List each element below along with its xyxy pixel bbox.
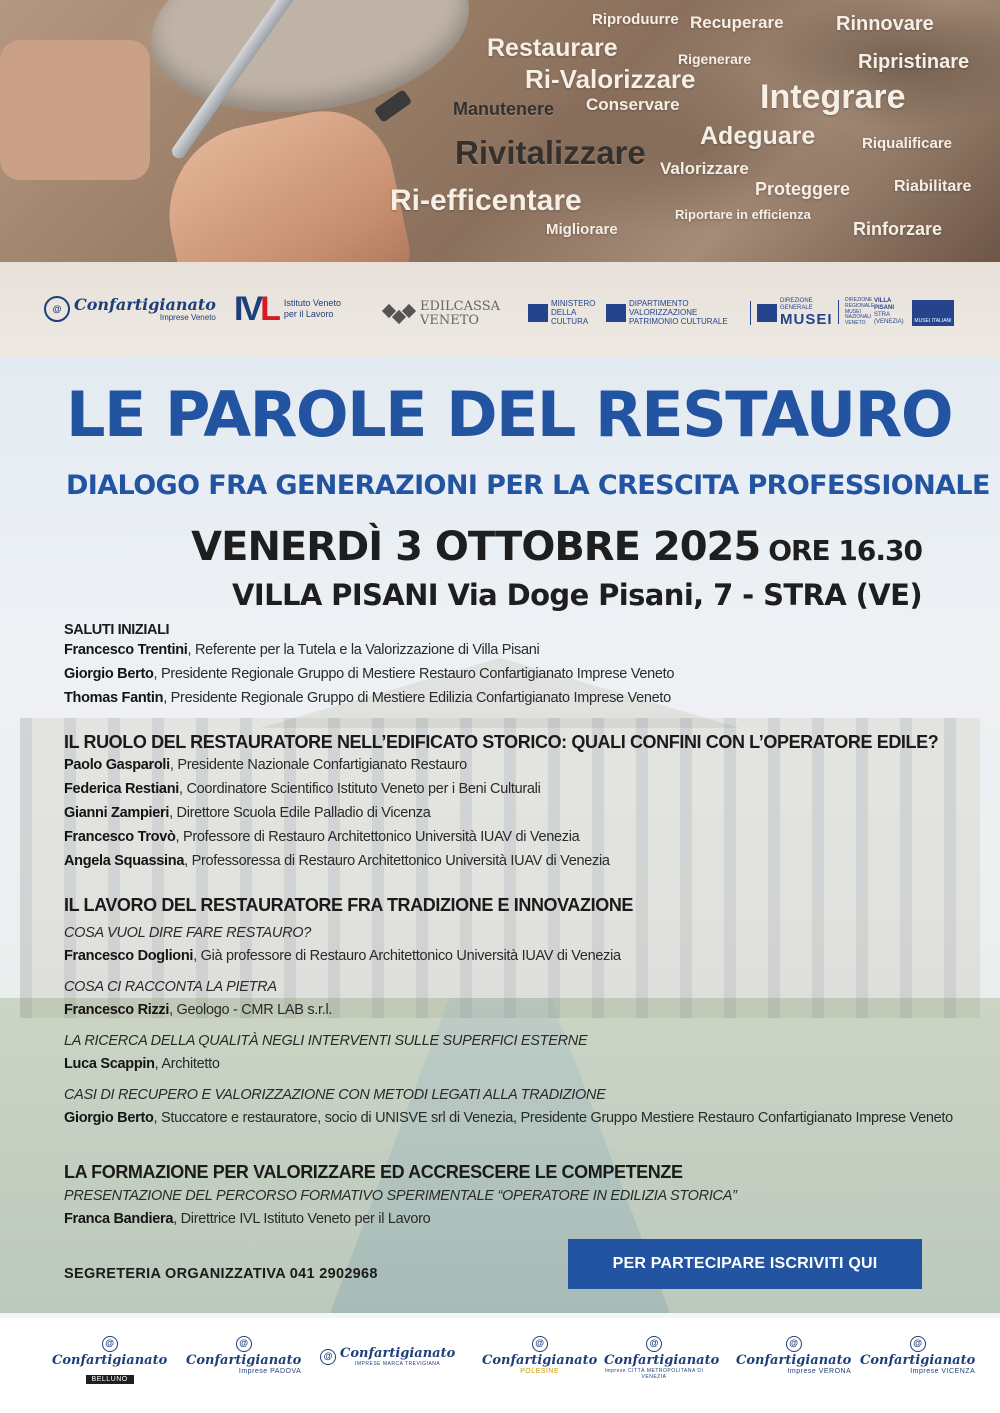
villa-line: VILLA xyxy=(874,298,892,304)
speaker-role: , Geologo - CMR LAB s.r.l. xyxy=(169,1002,333,1018)
talk-topic: PRESENTAZIONE DEL PERCORSO FORMATIVO SPERIMENTALE “OPERATORE IN EDILIZIA STORICA” xyxy=(64,1188,737,1204)
hero-image xyxy=(0,0,1000,262)
dipartimento-text xyxy=(629,300,728,326)
speaker-role: , Architetto xyxy=(154,1056,220,1072)
ivl-mark-red: L xyxy=(260,290,278,328)
footer-logo-padova xyxy=(186,1336,301,1375)
speaker-row xyxy=(64,638,964,662)
direzione-musei-word: MUSEI xyxy=(780,311,833,329)
ministero-line: CULTURA xyxy=(551,316,589,326)
section-lavoro xyxy=(64,895,964,1130)
speaker-role: , Professore di Restauro Architettonico Università IUAV di Venezia xyxy=(175,829,580,845)
hero-word: Rinforzare xyxy=(853,219,943,239)
speaker-role: , Direttore Scuola Edile Palladio di Vicenza xyxy=(169,805,431,821)
speaker-row xyxy=(64,849,964,873)
speaker-name: Federica Restiani xyxy=(64,781,179,797)
speaker-name: Thomas Fantin xyxy=(64,690,164,706)
speaker-name: Francesco Trovò xyxy=(64,829,176,845)
musei-italiani-text: MUSEI ITALIANI xyxy=(912,300,954,326)
footer-logo-venezia xyxy=(604,1336,720,1380)
section-ruolo xyxy=(64,732,964,873)
speaker-row xyxy=(64,686,964,710)
confartigianato-mark-icon: @ xyxy=(102,1336,118,1352)
speaker-row xyxy=(64,777,964,801)
hero-word: Recuperare xyxy=(690,13,784,32)
footer-logo-sub: Imprese VICENZA xyxy=(910,1368,976,1375)
footer-logo-name: Confartigianato xyxy=(736,1353,852,1368)
mic-icon xyxy=(606,304,626,322)
speaker-name: Franca Bandiera xyxy=(64,1211,174,1227)
ivl-logo xyxy=(234,292,341,326)
footer-logos xyxy=(0,1318,1000,1413)
footer-logo-sub: POLESINE xyxy=(520,1368,560,1375)
speaker-row xyxy=(64,998,964,1022)
talk-topic: COSA VUOL DIRE FARE RESTAURO? xyxy=(64,925,311,941)
segreteria-contact: SEGRETERIA ORGANIZZATIVA 041 2902968 xyxy=(64,1266,378,1282)
drm-veneto-logo xyxy=(832,298,874,327)
drm-line: DIREZIONE xyxy=(845,297,873,303)
dipartimento-line: VALORIZZAZIONE xyxy=(629,307,698,317)
speaker-name: Giorgio Berto xyxy=(64,666,154,682)
speaker-name: Francesco Trentini xyxy=(64,642,188,658)
section-saluti xyxy=(64,622,964,710)
speaker-row xyxy=(64,1052,964,1076)
mic-icon xyxy=(757,304,777,322)
footer-logo-sub: IMPRESE MARCA TREVIGIANA xyxy=(355,1361,441,1367)
event-title: LE PAROLE DEL RESTAURO xyxy=(66,378,953,451)
direzione-text xyxy=(780,298,833,328)
ministero-line: MINISTERO xyxy=(551,299,596,308)
stone-block xyxy=(0,40,150,180)
ivl-line: Istituto Veneto xyxy=(283,298,341,309)
divider xyxy=(838,300,839,324)
talk xyxy=(64,922,964,968)
hero-word: Ri-efficentare xyxy=(390,184,582,217)
speaker-role: , Coordinatore Scientifico Istituto Veneto per i Beni Culturali xyxy=(178,781,541,797)
footer-logo-sub: Imprese VERONA xyxy=(787,1368,852,1375)
speaker-row xyxy=(64,1106,964,1130)
footer-logo-sub: Imprese CITTÀ METROPOLITANA DI VENEZIA xyxy=(604,1368,704,1380)
confartigianato-mark-icon: @ xyxy=(236,1336,252,1352)
talk xyxy=(64,1084,964,1130)
hero-word: Riportare in efficienza xyxy=(675,207,811,222)
villa-line: PISANI xyxy=(874,304,895,311)
speaker-row xyxy=(64,825,964,849)
hero-word: Valorizzare xyxy=(660,159,749,178)
hero-word: Ri-Valorizzare xyxy=(525,64,696,94)
musei-italiani-logo xyxy=(912,300,954,326)
footer-logo-verona xyxy=(736,1336,851,1375)
footer-logo-name: Confartigianato xyxy=(604,1353,720,1368)
confartigianato-mark-icon: @ xyxy=(320,1349,336,1365)
section-title: IL LAVORO DEL RESTAURATORE FRA TRADIZIONE E INNOVAZIONE xyxy=(64,895,634,915)
event-date: VENERDÌ 3 OTTOBRE 2025 xyxy=(191,524,761,570)
hero-word: Ripristinare xyxy=(858,51,970,73)
event-venue: VILLA PISANI Via Doge Pisani, 7 - STRA (VE) xyxy=(232,578,922,612)
drm-line: MUSEI xyxy=(845,308,861,315)
ministero-text xyxy=(551,300,595,326)
hero-word: Integrare xyxy=(760,78,906,116)
drm-line: REGIONALE xyxy=(845,302,875,309)
confartigianato-mark-icon: @ xyxy=(786,1336,802,1352)
talk-topic: COSA CI RACCONTA LA PIETRA xyxy=(64,979,277,995)
edilcassa-line: EDILCASSA xyxy=(420,299,500,314)
edilcassa-text xyxy=(420,300,500,327)
ivl-line: per il Lavoro xyxy=(283,309,334,319)
footer-logo-vicenza xyxy=(860,1336,975,1375)
footer-logo-treviso xyxy=(320,1346,455,1367)
speaker-row xyxy=(64,944,964,968)
ministero-line: DELLA xyxy=(551,307,577,317)
ivl-mark-icon xyxy=(234,292,278,326)
footer-logo-name: Confartigianato xyxy=(52,1353,168,1368)
ivl-text xyxy=(284,298,341,320)
signup-button[interactable]: PER PARTECIPARE ISCRIVITI QUI xyxy=(568,1239,922,1289)
ivl-mark-blue: IV xyxy=(234,290,261,328)
event-time: ORE 16.30 xyxy=(768,534,922,567)
hero-word: Riqualificare xyxy=(862,135,953,152)
speaker-name: Francesco Rizzi xyxy=(64,1002,170,1018)
villa-line: STRA xyxy=(874,311,891,318)
villa-line: (VENEZIA) xyxy=(874,318,904,325)
direzione-line: GENERALE xyxy=(780,304,813,311)
logo-name: Confartigianato xyxy=(74,294,216,314)
speaker-role: , Presidente Regionale Gruppo di Mestiere Edilizia Confartigianato Imprese Veneto xyxy=(163,690,671,706)
hero-word: Conservare xyxy=(586,95,680,114)
hero-word: Rinnovare xyxy=(836,13,934,35)
speaker-name: Giorgio Berto xyxy=(64,1110,154,1126)
section-title: SALUTI INIZIALI xyxy=(64,622,170,638)
divider xyxy=(750,301,751,325)
hero-word: Manutenere xyxy=(453,99,555,119)
speaker-name: Luca Scappin xyxy=(64,1056,155,1072)
speaker-role: , Professoressa di Restauro Architettonico Università IUAV di Venezia xyxy=(184,853,610,869)
ministero-cultura-logo xyxy=(528,300,595,326)
speaker-name: Francesco Doglioni xyxy=(64,948,194,964)
hero-word: Riabilitare xyxy=(894,178,972,195)
footer-logo-name: Confartigianato xyxy=(860,1353,976,1368)
section-formazione xyxy=(64,1162,964,1231)
speaker-row xyxy=(64,801,964,825)
footer-logo-sub: Imprese PADOVA xyxy=(238,1368,302,1375)
logo-sub: Imprese Veneto xyxy=(159,312,216,322)
footer-logo-inline xyxy=(320,1346,455,1367)
footer-logo-belluno xyxy=(52,1336,167,1386)
confartigianato-veneto-logo xyxy=(44,296,216,322)
footer-logo-name: Confartigianato xyxy=(340,1346,456,1361)
speaker-row xyxy=(64,753,964,777)
mic-icon xyxy=(528,304,548,322)
footer-logo-name: Confartigianato xyxy=(482,1353,598,1368)
talk xyxy=(64,976,964,1022)
confartigianato-mark-icon: @ xyxy=(646,1336,662,1352)
hero-word: Adeguare xyxy=(700,122,816,150)
hero-word: Rigenerare xyxy=(678,51,752,67)
hero-word: Proteggere xyxy=(755,179,851,199)
footer-logo-sub: BELLUNO xyxy=(86,1375,134,1384)
partner-logos xyxy=(0,262,1000,358)
direzione-musei-logo xyxy=(744,298,833,328)
talk xyxy=(64,1030,964,1076)
speaker-role: , Referente per la Tutela e la Valorizzazione di Villa Pisani xyxy=(187,642,540,658)
talk-topic: LA RICERCA DELLA QUALITÀ NEGLI INTERVENTI SULLE SUPERFICI ESTERNE xyxy=(64,1033,588,1049)
drm-text xyxy=(845,298,874,327)
confartigianato-mark-icon: @ xyxy=(910,1336,926,1352)
talk-topic: CASI DI RECUPERO E VALORIZZAZIONE CON METODI LEGATI ALLA TRADIZIONE xyxy=(64,1087,606,1103)
confartigianato-mark-icon: @ xyxy=(532,1336,548,1352)
dipartimento-line: PATRIMONIO CULTURALE xyxy=(629,316,728,326)
speaker-role: , Direttrice IVL Istituto Veneto per il Lavoro xyxy=(173,1211,431,1227)
direzione-line: DIREZIONE xyxy=(780,298,813,304)
speaker-name: Angela Squassina xyxy=(64,853,185,869)
dipartimento-line: DIPARTIMENTO xyxy=(629,299,689,308)
footer-logo-name: Confartigianato xyxy=(186,1353,302,1368)
footer-logo-polesine xyxy=(482,1336,597,1375)
speaker-row xyxy=(64,1207,964,1231)
event-date-line xyxy=(191,524,922,570)
speaker-role: , Presidente Regionale Gruppo di Mestiere Restauro Confartigianato Imprese Veneto xyxy=(153,666,675,682)
edilcassa-mark-icon xyxy=(382,304,416,324)
event-subtitle: DIALOGO FRA GENERAZIONI PER LA CRESCITA PROFESSIONALE xyxy=(66,470,990,501)
section-title: IL RUOLO DEL RESTAURATORE NELL’EDIFICATO STORICO: QUALI CONFINI CON L’OPERATORE EDILE? xyxy=(64,732,939,752)
villa-text xyxy=(874,298,904,326)
speaker-name: Gianni Zampieri xyxy=(64,805,170,821)
hero-word: Restaurare xyxy=(487,34,618,62)
edilcassa-line: VENETO xyxy=(420,312,480,328)
hero-word: Rivitalizzare xyxy=(455,134,646,171)
speaker-name: Paolo Gasparoli xyxy=(64,757,170,773)
confartigianato-mark-icon: @ xyxy=(44,296,70,322)
hero-word: Migliorare xyxy=(546,221,618,238)
villa-pisani-logo xyxy=(874,298,904,326)
drm-line: VENETO xyxy=(845,320,866,326)
speaker-role: , Stuccatore e restauratore, socio di UNISVE srl di Venezia, Presidente Gruppo Mestiere Restauro Confartigianato Imprese Veneto xyxy=(153,1110,953,1126)
section-title: LA FORMAZIONE PER VALORIZZARE ED ACCRESCERE LE COMPETENZE xyxy=(64,1162,683,1182)
drm-line: NAZIONALI xyxy=(845,314,872,321)
speaker-role: , Presidente Nazionale Confartigianato Restauro xyxy=(169,757,467,773)
dipartimento-logo xyxy=(606,300,728,326)
edilcassa-logo xyxy=(382,300,500,327)
speaker-role: , Già professore di Restauro Architettonico Università IUAV di Venezia xyxy=(193,948,621,964)
hero-word: Riproduurre xyxy=(592,11,679,28)
speaker-row xyxy=(64,662,964,686)
